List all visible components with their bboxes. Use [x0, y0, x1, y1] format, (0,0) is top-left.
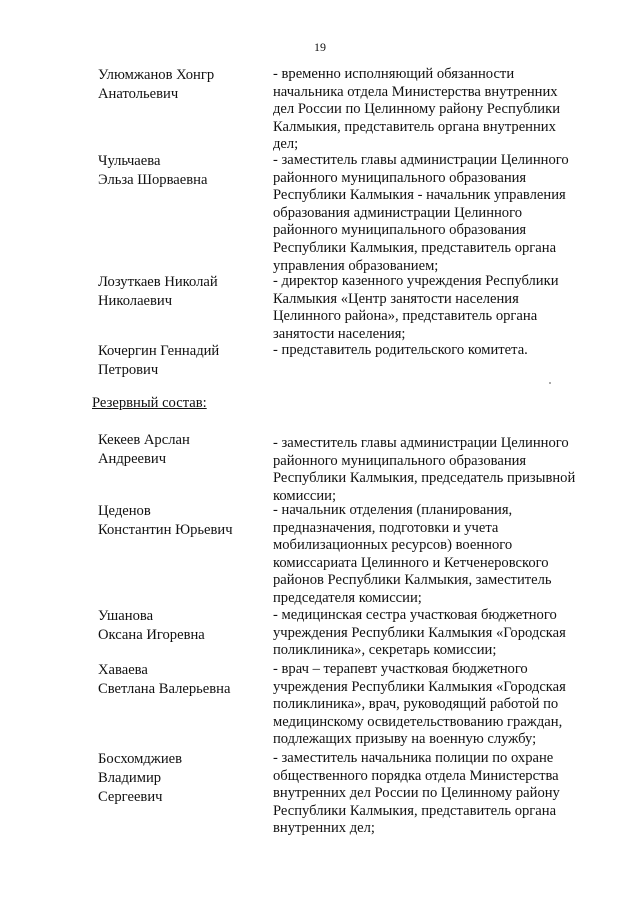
member-role-line: - заместитель главы администрации Целинного — [273, 152, 569, 168]
member-role-line: поликлиника», секретарь комиссии; — [273, 642, 497, 659]
member-role — [273, 661, 588, 749]
member-name-line: Владимир — [98, 770, 162, 786]
member-role-line: учреждения Республики Калмыкия «Городская — [273, 624, 566, 641]
member-name-line: Андреевич — [98, 451, 167, 467]
member-name-line: Николаевич — [98, 293, 173, 309]
member-role — [273, 750, 588, 838]
member-role-line: - заместитель главы администрации Целинного — [273, 435, 569, 451]
member-role-line: Калмыкия «Центр занятости населения — [273, 290, 519, 307]
member-role-line: Калмыкия, представитель органа внутренних — [273, 118, 556, 135]
member-role — [273, 435, 588, 505]
member-role-line: предназначения, подготовки и учета — [273, 519, 499, 536]
reserve-heading: Резервный состав: — [92, 395, 207, 411]
member-name — [98, 431, 263, 469]
member-role-line: - начальник отделения (планирования, — [273, 502, 513, 518]
member-role-line: Целинного района», представитель органа — [273, 308, 538, 325]
member-name-line: Оксана Игоревна — [98, 627, 205, 643]
scan-speck — [549, 382, 551, 384]
member-name-line: Лозуткаев Николай — [98, 274, 218, 290]
member-role-line: - директор казенного учреждения Республики — [273, 273, 559, 289]
member-role-line: районного муниципального образования — [273, 222, 527, 239]
member-role-line: Республики Калмыкия, представитель органа — [273, 239, 557, 256]
member-name-line: Ушанова — [98, 608, 154, 624]
member-role-line: поликлиника», врач, руководящий работой по — [273, 696, 559, 713]
member-name — [98, 502, 263, 540]
member-role — [273, 607, 588, 660]
member-role-line: мобилизационных ресурсов) военного — [273, 537, 513, 554]
member-name — [98, 607, 263, 645]
member-role-line: подлежащих призыву на военную службу; — [273, 731, 537, 748]
member-role-line: - врач – терапевт участковая бюджетного — [273, 661, 528, 677]
member-role — [273, 152, 588, 275]
member-name-line: Анатольевич — [98, 86, 179, 102]
member-role-line: - представитель родительского комитета. — [273, 342, 528, 358]
member-name-line: Сергеевич — [98, 789, 163, 805]
member-role-line: медицинскому освидетельствованию граждан, — [273, 713, 563, 730]
member-role-line: районов Республики Калмыкия, заместитель — [273, 572, 552, 589]
member-role-line: председателя комиссии; — [273, 589, 422, 606]
member-name — [98, 342, 263, 380]
member-role-line: - медицинская сестра участковая бюджетного — [273, 607, 557, 623]
member-role-line: - временно исполняющий обязанности — [273, 66, 515, 82]
member-name-line: Чульчаева — [98, 153, 161, 169]
member-role-line: дел; — [273, 136, 299, 153]
member-name — [98, 152, 263, 190]
member-name — [98, 273, 263, 311]
member-name — [98, 661, 263, 699]
member-name-line: Улюмжанов Хонгр — [98, 67, 215, 83]
page-number: 19 — [314, 40, 326, 54]
member-role-line: комиссариата Целинного и Кетченеровского — [273, 554, 549, 571]
member-role-line: - заместитель начальника полиции по охране — [273, 750, 554, 766]
member-name — [98, 750, 263, 807]
member-role-line: образования администрации Целинного — [273, 204, 523, 221]
member-role — [273, 342, 588, 360]
member-role — [273, 502, 588, 608]
member-role-line: Республики Калмыкия, представитель органа — [273, 802, 557, 819]
member-name — [98, 66, 263, 104]
member-name-line: Цеденов — [98, 503, 151, 519]
member-name-line: Кочергин Геннадий — [98, 343, 220, 359]
member-name-line: Хаваева — [98, 662, 148, 678]
member-name-line: Константин Юрьевич — [98, 522, 233, 538]
member-name-line: Эльза Шорваевна — [98, 172, 208, 188]
member-role-line: внутренних дел; — [273, 820, 375, 837]
member-role-line: занятости населения; — [273, 325, 406, 342]
member-name-line: Босхомджиев — [98, 751, 183, 767]
member-role — [273, 66, 588, 154]
member-role-line: начальника отдела Министерства внутренних — [273, 83, 558, 100]
member-name-line: Кекеев Арслан — [98, 432, 190, 448]
member-role-line: дел России по Целинному району Республики — [273, 101, 561, 118]
member-role-line: комиссии; — [273, 487, 337, 504]
member-role-line: Республики Калмыкия, председатель призывной — [273, 470, 576, 487]
member-name-line: Светлана Валерьевна — [98, 681, 231, 697]
member-role-line: общественного порядка отдела Министерства — [273, 767, 559, 784]
member-role-line: управления образованием; — [273, 257, 439, 274]
member-role-line: учреждения Республики Калмыкия «Городская — [273, 678, 566, 695]
member-role-line: внутренних дел России по Целинному району — [273, 785, 560, 802]
member-role — [273, 273, 588, 343]
member-role-line: районного муниципального образования — [273, 169, 527, 186]
member-name-line: Петрович — [98, 362, 159, 378]
member-role-line: районного муниципального образования — [273, 452, 527, 469]
member-role-line: Республики Калмыкия - начальник управления — [273, 187, 566, 204]
